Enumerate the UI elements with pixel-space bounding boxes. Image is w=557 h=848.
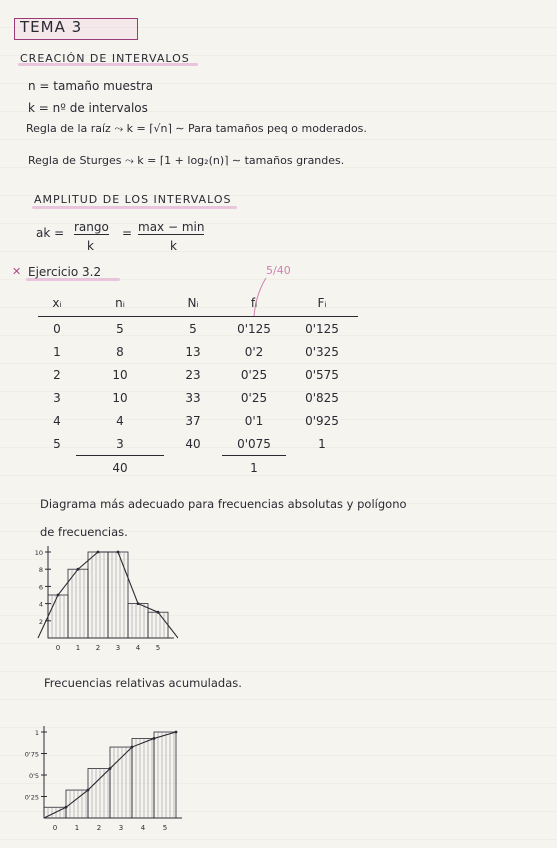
x-tick-label: 2: [96, 824, 102, 832]
table-cell: 0'575: [305, 367, 339, 382]
table-cell: 40: [185, 436, 201, 451]
polygon-point: [137, 602, 140, 605]
x-tick-label: 2: [95, 644, 101, 652]
table-row: [38, 317, 358, 341]
y-tick-label: 2: [38, 617, 43, 626]
y-tick-label: 1: [34, 729, 39, 737]
polygon-point: [157, 611, 160, 614]
table-cell: 4: [116, 413, 124, 428]
fraction-numerator: rango: [74, 220, 109, 234]
table-cell: 4: [53, 413, 61, 428]
bar: [68, 569, 88, 638]
x-tick-label: 1: [74, 824, 80, 832]
equals-sign: =: [122, 226, 133, 240]
column-header: Fᵢ: [286, 290, 358, 317]
table-cell: 1: [318, 436, 326, 451]
table-totals-row: [38, 456, 358, 480]
polygon-point: [175, 731, 178, 734]
y-tick-label: 0'75: [24, 750, 39, 759]
table-cell: 37: [185, 413, 201, 428]
polygon-point: [131, 746, 134, 749]
table-cell: 10: [112, 367, 128, 382]
x-tick-label: 0: [52, 824, 58, 832]
table-cell: 0'325: [305, 344, 339, 359]
table-cell: 5: [116, 321, 124, 336]
table-cell: 0'125: [237, 321, 271, 336]
fraction-denominator: k: [87, 239, 94, 253]
exercise-title: Ejercicio 3.2: [28, 265, 102, 279]
bar: [88, 552, 108, 638]
table-row: [38, 363, 358, 386]
amplitude-lhs: ak =: [36, 226, 65, 240]
table-cell: 0'825: [305, 390, 339, 405]
polygon-point: [65, 806, 68, 809]
n-definition: n = tamaño muestra: [28, 79, 154, 93]
total-f: 1: [222, 456, 286, 480]
y-tick-label: 0'5: [28, 772, 39, 780]
y-tick-label: 6: [38, 583, 43, 592]
x-tick-label: 3: [118, 824, 124, 832]
x-tick-label: 5: [155, 644, 161, 652]
table-cell: 5: [189, 321, 197, 336]
x-tick-label: 1: [75, 644, 81, 652]
note-line: de frecuencias.: [40, 525, 128, 539]
table-cell: 0'075: [237, 436, 271, 451]
column-header: xᵢ: [38, 290, 76, 317]
bar: [108, 552, 128, 638]
frequency-table: [38, 290, 358, 479]
polygon-point: [97, 551, 100, 554]
bar: [132, 738, 154, 818]
table-cell: 0'25: [240, 390, 268, 405]
section-heading-amplitude: AMPLITUD DE LOS INTERVALOS: [34, 193, 232, 206]
y-tick-label: 4: [38, 600, 43, 609]
y-tick-label: 10: [34, 549, 43, 557]
table-row: [38, 340, 358, 363]
x-tick-label: 5: [162, 824, 168, 832]
table-row: [38, 432, 358, 456]
x-tick-label: 0: [55, 644, 61, 652]
y-tick-label: 8: [38, 566, 43, 575]
bar: [154, 732, 176, 818]
x-tick-label: 4: [135, 644, 141, 652]
table-cell: 3: [116, 436, 124, 451]
page-title: TEMA 3: [20, 18, 83, 36]
table-cell: 0'1: [244, 413, 264, 428]
table-cell: 10: [112, 390, 128, 405]
table-cell: 8: [116, 344, 124, 359]
bar: [148, 612, 168, 638]
heading-highlight: [32, 206, 237, 209]
rule-sturges: Regla de Sturges ⤳ k = ⌈1 + log₂(n)⌉ ∼ tamaños grandes.: [28, 154, 345, 167]
polygon-point: [77, 568, 80, 571]
note-line: Diagrama más adecuado para frecuencias absolutas y polígono: [40, 497, 407, 511]
table-cell: 0'925: [305, 413, 339, 428]
bar: [88, 769, 110, 818]
fraction-denominator: k: [170, 239, 177, 253]
x-tick-label: 3: [115, 644, 121, 652]
total-n: 40: [76, 456, 164, 480]
table-cell: 0: [53, 321, 61, 336]
fraction-annotation: 5/40: [266, 264, 291, 277]
polygon-point: [153, 737, 156, 740]
table-cell: 2: [53, 367, 61, 382]
rule-root: Regla de la raíz ⤳ k = ⌈√n⌉ ∼ Para tamaños peq o moderados.: [26, 122, 367, 135]
table-cell: 5: [53, 436, 61, 451]
note-line: Frecuencias relativas acumuladas.: [44, 676, 242, 690]
table-cell: 33: [185, 390, 201, 405]
polygon-point: [109, 767, 112, 770]
bar: [128, 604, 148, 638]
table-cell: 0'125: [305, 321, 339, 336]
polygon-point: [117, 551, 120, 554]
table-row: [38, 386, 358, 409]
section-heading-intervals: CREACIÓN DE INTERVALOS: [20, 52, 190, 65]
bullet-x-icon: ✕: [12, 265, 22, 278]
polygon-point: [57, 594, 60, 597]
column-header: nᵢ: [76, 290, 164, 317]
y-tick-label: 0'25: [24, 793, 39, 802]
table-row: [38, 409, 358, 432]
column-header: Nᵢ: [164, 290, 222, 317]
table-header-row: [38, 290, 358, 317]
bar: [48, 595, 68, 638]
table-cell: 1: [53, 344, 61, 359]
absolute-frequency-chart: [18, 542, 178, 660]
table-cell: 0'25: [240, 367, 268, 382]
polygon-point: [87, 789, 90, 792]
x-tick-label: 4: [140, 824, 146, 832]
k-definition: k = nº de intervalos: [28, 101, 148, 115]
column-header: fᵢ: [222, 290, 286, 317]
table-cell: 3: [53, 390, 61, 405]
table-cell: 0'2: [244, 344, 264, 359]
table-cell: 23: [185, 367, 201, 382]
table-cell: 13: [185, 344, 201, 359]
cumulative-frequency-chart: [14, 722, 190, 840]
fraction-numerator: max − min: [138, 220, 205, 234]
